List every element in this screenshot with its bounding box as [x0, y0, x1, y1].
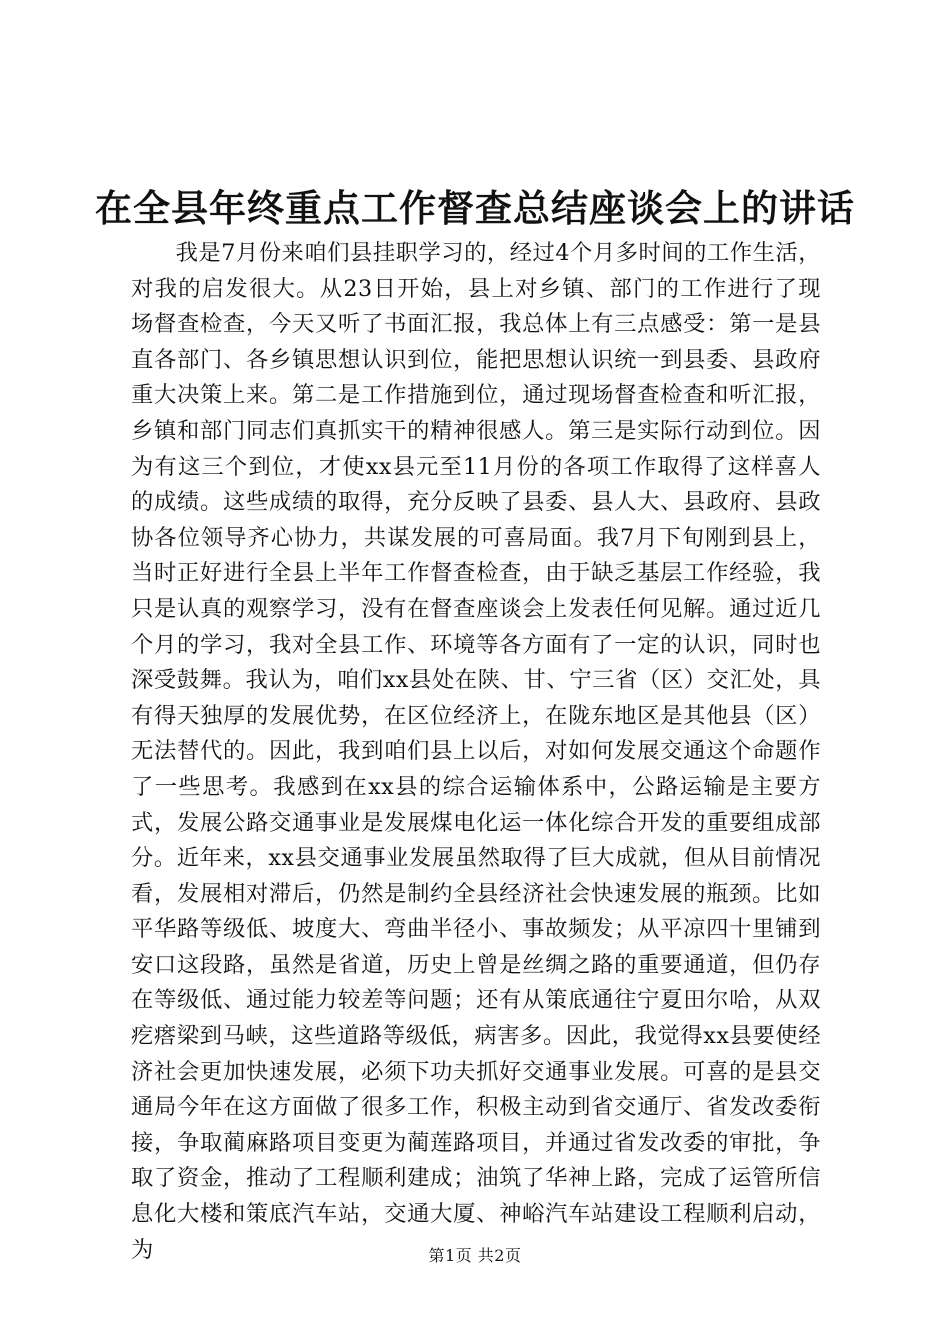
document-title: 在全县年终重点工作督查总结座谈会上的讲话 [95, 186, 855, 230]
page-number-footer: 第1页 共2页 [428, 1246, 522, 1265]
body-paragraph: 我是7月份来咱们县挂职学习的，经过4个月多时间的工作生活，对我的启发很大。从23日开始，县上对乡镇、部门的工作进行了现场督查检查，今天又听了书面汇报，我总体上有三点感受：第一是县直各部门、各乡镇思想认识到位，能把思想认识统一到县委、县政府重大决策上来。第二是工作措施到位，通过现场督查检查和听汇报，乡镇和部门同志们真抓实干的精神很感人。第三是实际行动到位。因为有这三个到位，才使xx县元至11月份的各项工作取得了这样喜人的成绩。这些成绩的取得，充分反映了县委、县人大、县政府、县政协各位领导齐心协力，共谋发展的可喜局面。我7月下旬刚到县上，当时正好进行全县上半年工作督查检查，由于缺乏基层工作经验，我只是认真的观察学习，没有在督查座谈会上发表任何见解。通过近几个月的学习，我对全县工作、环境等各方面有了一定的认识，同时也深受鼓舞。我认为，咱们xx县处在陕、甘、宁三省（区）交汇处，具有得天独厚的发展优势，在区位经济上，在陇东地区是其他县（区）无法替代的。因此，我到咱们县上以后，对如何发展交通这个命题作了一些思考。我感到在xx县的综合运输体系中，公路运输是主要方式，发展公路交通事业是发展煤电化运一体化综合开发的重要组成部分。近年来，xx县交通事业发展虽然取得了巨大成就，但从目前情况看，发展相对滞后，仍然是制约全县经济社会快速发展的瓶颈。比如平华路等级低、坡度大、弯曲半径小、事故频发；从平凉四十里铺到安口这段路，虽然是省道，历史上曾是丝绸之路的重要通道，但仍存在等级低、通过能力较差等问题；还有从策底通往宁夏田尔哈，从双疙瘩梁到马峡，这些道路等级低，病害多。因此，我觉得xx县要使经济社会更加快速发展，必须下功夫抓好交通事业发展。可喜的是县交通局今年在这方面做了很多工作，积极主动到省交通厅、省发改委衔接，争取蔺麻路项目变更为蔺莲路项目，并通过省发改委的审批，争取了资金，推动了工程顺利建成；油筑了华神上路，完成了运管所信息化大楼和策底汽车站，交通大厦、神峪汽车站建设工程顺利启动，为 [131, 240, 821, 1263]
